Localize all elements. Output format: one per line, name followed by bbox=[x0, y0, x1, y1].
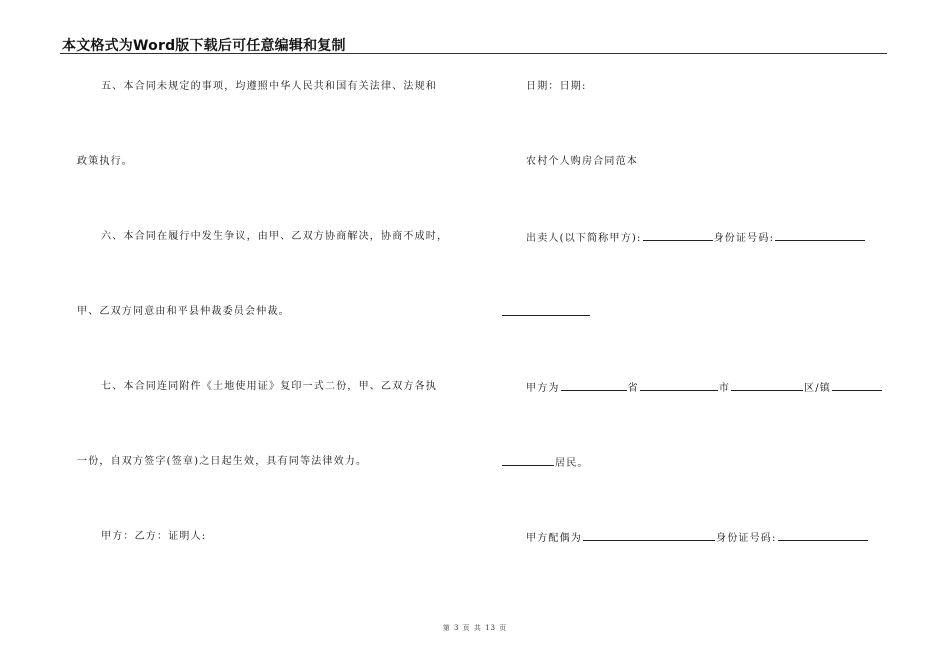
seller-label: 出卖人(以下简称甲方): bbox=[526, 233, 642, 244]
district-blank bbox=[731, 380, 803, 391]
clause-6-line-2: 甲、乙双方同意由和平县仲裁委员会仲裁。 bbox=[77, 306, 290, 317]
seller-id-continuation bbox=[501, 305, 591, 321]
spouse-id-label: 身份证号码: bbox=[716, 533, 777, 544]
city-label: 市 bbox=[718, 383, 731, 394]
clause-5-line-1: 五、本合同未规定的事项，均遵照中华人民共和国有关法律、法规和 bbox=[101, 81, 437, 92]
seller-id-blank bbox=[775, 230, 865, 241]
resident-label: 居民。 bbox=[555, 458, 589, 469]
seller-line bbox=[526, 230, 866, 246]
date-line: 日期：日期: bbox=[526, 81, 587, 92]
seller-name-blank bbox=[643, 230, 713, 241]
contract-title: 农村个人购房合同范本 bbox=[526, 156, 638, 167]
address-line bbox=[526, 380, 883, 396]
page-number: 第 3 页 共 13 页 bbox=[442, 624, 508, 632]
spouse-name-blank bbox=[583, 530, 715, 541]
signature-line: 甲方：乙方：证明人: bbox=[101, 531, 207, 542]
town-blank bbox=[832, 380, 882, 391]
resident-line bbox=[501, 455, 589, 471]
seller-id-continuation-blank bbox=[502, 305, 590, 316]
city-blank bbox=[640, 380, 718, 391]
province-label: 省 bbox=[627, 383, 639, 394]
party-a-prefix: 甲方为 bbox=[526, 383, 560, 394]
district-label: 区/镇 bbox=[804, 383, 831, 394]
spouse-line bbox=[526, 530, 869, 546]
clause-7-line-2: 一份，自双方签字(签章)之日起生效，具有同等法律效力。 bbox=[77, 456, 368, 467]
clause-5-line-2: 政策执行。 bbox=[77, 156, 133, 167]
province-blank bbox=[561, 380, 627, 391]
spouse-label: 甲方配偶为 bbox=[526, 533, 582, 544]
village-blank bbox=[502, 455, 554, 466]
clause-6-line-1: 六、本合同在履行中发生争议，由甲、乙双方协商解决，协商不成时， bbox=[101, 231, 449, 242]
spouse-id-blank bbox=[778, 530, 868, 541]
header-divider bbox=[60, 53, 887, 54]
clause-7-line-1: 七、本合同连同附件《土地使用证》复印一式二份，甲、乙双方各执 bbox=[101, 381, 437, 392]
seller-id-label: 身份证号码: bbox=[713, 233, 775, 244]
document-header-title: 本文格式为Word版下载后可任意编辑和复制 bbox=[62, 38, 346, 54]
